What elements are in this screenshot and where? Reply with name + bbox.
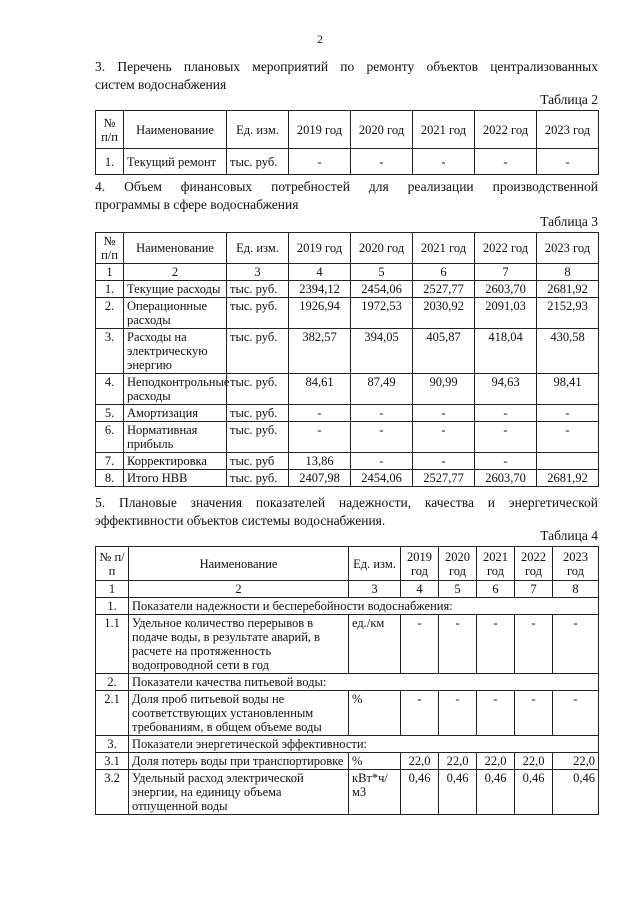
table-cell: % xyxy=(349,753,401,770)
table-row xyxy=(96,770,599,815)
table4-header-2020: 2020 год xyxy=(439,547,477,581)
table2-header-2019: 2019 год xyxy=(289,111,351,149)
table-cell: 22,0 xyxy=(515,753,553,770)
table2-header-name: Наименование xyxy=(124,111,227,149)
table-cell: Удельный расход электрической энергии, на единицу объема отпущенной воды xyxy=(129,770,349,815)
table-cell: 2407,98 xyxy=(289,470,351,487)
table4-numbering-row xyxy=(96,581,599,598)
table-cell: 4 xyxy=(289,264,351,281)
table-cell: 6 xyxy=(477,581,515,598)
table-cell: 1926,94 xyxy=(289,298,351,329)
table2-header-row xyxy=(96,111,599,149)
table-cell: - xyxy=(537,405,599,422)
table-cell: - xyxy=(439,691,477,736)
table-cell: Корректировка xyxy=(124,453,227,470)
table-cell: Операционные расходы xyxy=(124,298,227,329)
table-cell: 22,0 xyxy=(401,753,439,770)
table-cell: 1 xyxy=(96,264,124,281)
table3-header-2022: 2022 год xyxy=(475,233,537,264)
table-cell: - xyxy=(289,422,351,453)
table-cell: 382,57 xyxy=(289,329,351,374)
table-row xyxy=(96,422,599,453)
table-2 xyxy=(95,110,599,175)
table3-label: Таблица 3 xyxy=(540,214,598,229)
table-cell: тыс. руб. xyxy=(227,374,289,405)
table-cell: 1. xyxy=(96,149,124,175)
table4-header-num: № п/п xyxy=(96,547,129,581)
table3-header-2023: 2023 год xyxy=(537,233,599,264)
table-cell: % xyxy=(349,691,401,736)
table-cell: 1 xyxy=(96,581,129,598)
table-cell: Расходы на электрическую энергию xyxy=(124,329,227,374)
table-cell: - xyxy=(537,149,599,175)
table-cell: 98,41 xyxy=(537,374,599,405)
table4-group-row xyxy=(96,674,599,691)
table-cell: 3.2 xyxy=(96,770,129,815)
table-cell: тыс. руб. xyxy=(227,298,289,329)
table2-header-unit: Ед. изм. xyxy=(227,111,289,149)
table-cell: 2 xyxy=(129,581,349,598)
table2-header-2023: 2023 год xyxy=(537,111,599,149)
table-row xyxy=(96,298,599,329)
section4-heading-line1: 4. Объем финансовых потребностей для реализации производственной xyxy=(95,179,598,194)
table-cell: - xyxy=(401,615,439,674)
table-cell: - xyxy=(477,615,515,674)
table-cell: 94,63 xyxy=(475,374,537,405)
table-cell: 430,58 xyxy=(537,329,599,374)
section5-heading-line2: эффективности объектов системы водоснабжения. xyxy=(95,513,386,528)
table-row xyxy=(96,691,599,736)
table4-label: Таблица 4 xyxy=(540,528,598,543)
table-cell: 1.1 xyxy=(96,615,129,674)
group-title: Показатели надежности и бесперебойности водоснабжения: xyxy=(129,598,599,615)
table3-header-row xyxy=(96,233,599,264)
table-cell: 2. xyxy=(96,298,124,329)
table-cell: - xyxy=(401,691,439,736)
table-cell: 1. xyxy=(96,598,129,615)
table-cell: тыс. руб. xyxy=(227,405,289,422)
table-cell: 2527,77 xyxy=(413,281,475,298)
table-cell: ед./км xyxy=(349,615,401,674)
table-cell: - xyxy=(553,615,599,674)
table-cell: 0,46 xyxy=(553,770,599,815)
table-row xyxy=(96,149,599,175)
table2-header-2021: 2021 год xyxy=(413,111,475,149)
table-cell: - xyxy=(351,453,413,470)
table-cell: Доля проб питьевой воды не соответствующих установленным требованиям, в общем объеме воды xyxy=(129,691,349,736)
table-cell: Амортизация xyxy=(124,405,227,422)
table3-header-name: Наименование xyxy=(124,233,227,264)
table-cell: 3. xyxy=(96,736,129,753)
table-row xyxy=(96,281,599,298)
table4-header-2022: 2022 год xyxy=(515,547,553,581)
section5-heading-line1: 5. Плановые значения показателей надежности, качества и энергетической xyxy=(95,495,598,510)
table-cell: тыс. руб. xyxy=(227,470,289,487)
table-cell: Текущий ремонт xyxy=(124,149,227,175)
table-cell: 8 xyxy=(537,264,599,281)
table-row xyxy=(96,405,599,422)
table-cell: Итого НВВ xyxy=(124,470,227,487)
table-cell: 2 xyxy=(124,264,227,281)
table-cell: 2454,06 xyxy=(351,470,413,487)
table-cell: 6. xyxy=(96,422,124,453)
table-3 xyxy=(95,232,599,487)
table-cell: 3 xyxy=(227,264,289,281)
table3-header-num: № п/п xyxy=(96,233,124,264)
table4-header-2023: 2023 год xyxy=(553,547,599,581)
table4-header-row xyxy=(96,547,599,581)
table-cell: 4 xyxy=(401,581,439,598)
table4-header-name: Наименование xyxy=(129,547,349,581)
table-cell: - xyxy=(351,149,413,175)
table-cell: 6 xyxy=(413,264,475,281)
table-cell xyxy=(537,453,599,470)
table-cell: - xyxy=(413,149,475,175)
table-cell: 7 xyxy=(515,581,553,598)
table-cell: - xyxy=(413,422,475,453)
table4-header-unit: Ед. изм. xyxy=(349,547,401,581)
group-title: Показатели качества питьевой воды: xyxy=(129,674,599,691)
table-4 xyxy=(95,546,599,815)
section3-heading-line2: систем водоснабжения xyxy=(95,77,227,92)
table-cell: 2152,93 xyxy=(537,298,599,329)
table3-header-2019: 2019 год xyxy=(289,233,351,264)
table-cell: 3. xyxy=(96,329,124,374)
table-cell: - xyxy=(413,405,475,422)
table4-group-row xyxy=(96,736,599,753)
table-cell: 2603,70 xyxy=(475,281,537,298)
table-cell: 1972,53 xyxy=(351,298,413,329)
table-row xyxy=(96,470,599,487)
table3-header-unit: Ед. изм. xyxy=(227,233,289,264)
table4-header-2021: 2021 год xyxy=(477,547,515,581)
table-cell: - xyxy=(515,615,553,674)
table3-header-2020: 2020 год xyxy=(351,233,413,264)
section4-heading-line2: программы в сфере водоснабжения xyxy=(95,197,299,212)
table-cell: Нормативная прибыль xyxy=(124,422,227,453)
table-cell: - xyxy=(439,615,477,674)
table-cell: 2030,92 xyxy=(413,298,475,329)
group-title: Показатели энергетической эффективности: xyxy=(129,736,599,753)
table-cell: 4. xyxy=(96,374,124,405)
section3-heading-line1: 3. Перечень плановых мероприятий по ремонту объектов централизованных xyxy=(95,59,598,74)
table-cell: 2681,92 xyxy=(537,281,599,298)
table-cell: - xyxy=(537,422,599,453)
table-cell: 2603,70 xyxy=(475,470,537,487)
table-cell: 2.1 xyxy=(96,691,129,736)
table-row xyxy=(96,329,599,374)
table-cell: 90,99 xyxy=(413,374,475,405)
table-cell: 13,86 xyxy=(289,453,351,470)
table-cell: - xyxy=(475,422,537,453)
table-cell: тыс. руб. xyxy=(227,149,289,175)
table4-header-2019: 2019 год xyxy=(401,547,439,581)
table-cell: - xyxy=(351,405,413,422)
table2-header-2020: 2020 год xyxy=(351,111,413,149)
table-cell: 1. xyxy=(96,281,124,298)
table-cell: - xyxy=(553,691,599,736)
table-cell: - xyxy=(515,691,553,736)
table-cell: - xyxy=(475,149,537,175)
table-cell: 22,0 xyxy=(553,753,599,770)
table-cell: 8. xyxy=(96,470,124,487)
table-cell: 2681,92 xyxy=(537,470,599,487)
table-cell: 2454,06 xyxy=(351,281,413,298)
table-cell: 2527,77 xyxy=(413,470,475,487)
table3-numbering-row xyxy=(96,264,599,281)
table-cell: 2394,12 xyxy=(289,281,351,298)
table-cell: Доля потерь воды при транспортировке xyxy=(129,753,349,770)
table-row xyxy=(96,753,599,770)
table-cell: - xyxy=(413,453,475,470)
table-cell: - xyxy=(477,691,515,736)
table-cell: Текущие расходы xyxy=(124,281,227,298)
table-cell: - xyxy=(289,149,351,175)
table2-header-num: № п/п xyxy=(96,111,124,149)
table-cell: - xyxy=(475,405,537,422)
table-cell: Удельное количество перерывов в подаче воды, в результате аварий, в расчете на протяженность водопроводной сети в год xyxy=(129,615,349,674)
table-cell: 8 xyxy=(553,581,599,598)
table-cell: 3.1 xyxy=(96,753,129,770)
table-cell: 0,46 xyxy=(401,770,439,815)
table-cell: 2091,03 xyxy=(475,298,537,329)
table-row xyxy=(96,374,599,405)
table4-group-row xyxy=(96,598,599,615)
table-cell: - xyxy=(351,422,413,453)
table-row xyxy=(96,615,599,674)
table-cell: - xyxy=(289,405,351,422)
table-cell: 0,46 xyxy=(439,770,477,815)
table-cell: тыс. руб. xyxy=(227,329,289,374)
table-cell: 87,49 xyxy=(351,374,413,405)
table2-label: Таблица 2 xyxy=(540,92,598,107)
table-cell: 5. xyxy=(96,405,124,422)
table-cell: 5 xyxy=(439,581,477,598)
page-number: 2 xyxy=(317,32,323,46)
table-cell: 2. xyxy=(96,674,129,691)
table-cell: 5 xyxy=(351,264,413,281)
table-cell: 7. xyxy=(96,453,124,470)
table-cell: - xyxy=(475,453,537,470)
table2-header-2022: 2022 год xyxy=(475,111,537,149)
table-cell: 22,0 xyxy=(477,753,515,770)
table-cell: 394,05 xyxy=(351,329,413,374)
table-cell: тыс. руб. xyxy=(227,281,289,298)
table-cell: 3 xyxy=(349,581,401,598)
table-cell: 0,46 xyxy=(515,770,553,815)
table-cell: 405,87 xyxy=(413,329,475,374)
table-cell: 418,04 xyxy=(475,329,537,374)
table-cell: 0,46 xyxy=(477,770,515,815)
table-cell: тыс. руб. xyxy=(227,422,289,453)
table-cell: 7 xyxy=(475,264,537,281)
table-cell: тыс. руб xyxy=(227,453,289,470)
table-row xyxy=(96,453,599,470)
table3-header-2021: 2021 год xyxy=(413,233,475,264)
table-cell: 84,61 xyxy=(289,374,351,405)
table-cell: 22,0 xyxy=(439,753,477,770)
table-cell: кВт*ч/м3 xyxy=(349,770,401,815)
table-cell: Неподконтрольные расходы xyxy=(124,374,227,405)
